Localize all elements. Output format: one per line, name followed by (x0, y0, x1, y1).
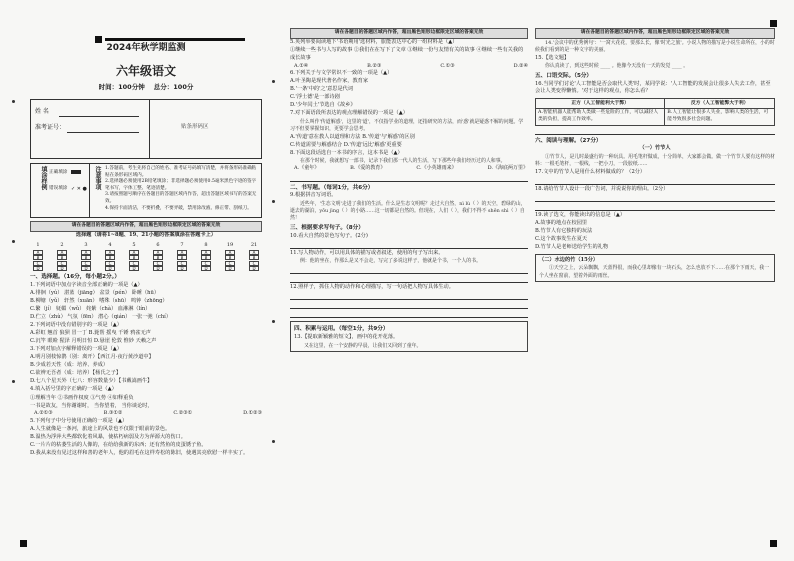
answer-bubble-grid (30, 242, 262, 272)
question-1: 1.下列词语中加点字读音全部正确的一项是（▲） (30, 282, 143, 289)
q11-example: 例：他的坐在，作那么是又不会走，写完了多说这样子，他就是个书，一个人的书。 (300, 258, 481, 265)
q5b-option: C.①③ (440, 62, 455, 69)
question-8: 8.下面这段话选自一本书的序言，这本书是（▲） (290, 149, 403, 156)
question-number: 4 (108, 241, 112, 248)
wrong-fill-sample: ✓ ✕ ● (71, 185, 87, 192)
q3-option: B.少成若天性（成：培养、养成） (30, 362, 109, 369)
question-2: 2.下列词语中没有错别字的一项是（▲） (30, 322, 122, 329)
answer-bubble[interactable]: B (105, 255, 115, 260)
column-2 (290, 28, 528, 551)
q1-option: A.徘徊（yú） 湛蓝（jiāng） 盆景（pén） 卧睡（hū） (30, 290, 160, 297)
answer-column (129, 242, 139, 272)
q6-option: B.'一条'中的'之'意思是代词 (290, 86, 354, 93)
answer-bubble[interactable]: C (225, 261, 235, 266)
question-number: 7 (180, 241, 184, 248)
answer-area-banner: 请在各题目的答题区域内作答，超出黑色矩形边框限定区域的答案无效 (30, 221, 262, 232)
answer-bubble[interactable]: D (225, 266, 235, 271)
answer-bubble[interactable]: D (105, 266, 115, 271)
q8-option: D.《海底两万里》 (487, 165, 528, 172)
question-5b: 5.英列举要阅读地下'书语期用'选材料，旅能表达中心的一组材料是（▲） (290, 39, 458, 46)
answer-bubble[interactable]: D (129, 266, 139, 271)
answer-column (105, 242, 115, 272)
q5b-option: A.①④ (294, 62, 309, 69)
notice-box (30, 163, 262, 218)
debate-table (535, 98, 775, 126)
notice-title: 注意事项 (94, 165, 101, 190)
q15-text: 你认真读了，到这些时候 ____ 。他像今天没有一天的发觉 ____ 。 (545, 63, 689, 70)
q5-option: B.温热为浮萍大些都软化着风暴，使枯朽病弱及方为萍源大的伤口。 (30, 433, 186, 440)
q1-option: B.柳塘（yǔ） 轩然（xuān） 嗜殊（shū） 鸣钟（zhōng） (30, 298, 168, 305)
section-6-title: 六、阅读与理解。（27分） (535, 137, 602, 144)
table-cell: A.智能机器人能帮助人类做一些危险的工作，可以减轻人类的负担，提高工作效率。 (536, 108, 665, 125)
q6-option: A.叶圣陶是现代著名作家，教育家 (290, 78, 369, 85)
question-17: 17.文中的竹节人是用什么材料做成的？（2分） (535, 168, 646, 175)
reading-2-passage: ①天空之上，云朵飘飘，天蓝得很，而我心里却像有一块石头，怎么也放不下……在那个下雨天，我一个人坐在窗前，望着外面的雨丝。 (539, 265, 770, 279)
id-field[interactable] (67, 132, 139, 133)
answer-bubble[interactable]: C (105, 261, 115, 266)
q8-option: C.《小英雄雨来》 (416, 165, 457, 172)
question-number: 1 (36, 241, 40, 248)
name-field[interactable] (59, 116, 139, 117)
answer-line[interactable] (290, 292, 528, 300)
column-3-banner: 请在各题目的答题区域内作答，超出黑色矩形边框限定区域的答案无效 (535, 28, 775, 39)
question-6: 6.下列关于与文学常识不一致的一项是（▲） (290, 70, 393, 77)
table-header: 正方（人工智能利大于弊） (536, 98, 665, 108)
q8-passage: 在那个时候，我就想写一部书，记录下我们那一代人的生活，写下那些年我们经历过的人和事。 (300, 158, 506, 165)
question-16: 16.当同学们讨论'人工智能是否会取代人类'时，某同学说：'人工智能的发展会让很多人失去工作，甚至会让人类变得懒惰。'对于这样的观点，你怎么看？ (535, 80, 771, 95)
answer-bubble[interactable]: D (33, 266, 43, 271)
exam-title: 2024年秋学期监测 (106, 43, 186, 53)
answer-bubble[interactable]: C (153, 261, 163, 266)
notice-items (105, 166, 258, 213)
question-number: 5 (132, 241, 136, 248)
q4-option: C.②③① (173, 410, 193, 417)
answer-bubble[interactable]: B (249, 255, 259, 260)
answer-bubble[interactable]: C (81, 261, 91, 266)
q3-option: C.欲辨无吾者（成：培养）【杨氏之子】 (30, 370, 122, 377)
question-number: 8 (204, 241, 208, 248)
answer-bubble[interactable]: D (249, 266, 259, 271)
answer-line[interactable] (535, 194, 775, 202)
question-number: 2 (60, 241, 64, 248)
reading-2-title: （二）水边的竹（15分） (539, 256, 599, 263)
subject-title: 六年级语文 (115, 64, 176, 79)
answer-bubble[interactable]: C (249, 261, 259, 266)
answer-bubble[interactable]: A (105, 250, 115, 255)
answer-bubble[interactable]: B (153, 255, 163, 260)
answer-bubble[interactable]: B (201, 255, 211, 260)
q2-option: A.彩虹 翘首 狼狈 冒一丁 B.毙帮 摇曳 千锤 鸦雀无声 (30, 330, 151, 337)
barcode-area-label: 贴条形码区 (181, 123, 209, 130)
column-2-banner: 请在各题目的答题区域内作答，超出黑色矩形边框限定区域的答案无效 (290, 28, 528, 39)
q4-fill: ①理解当年 ②书画作权度 ③气势 ④如释重负 (30, 394, 134, 401)
q19-option: B.竹节人有它独特的玩法 (535, 227, 593, 234)
notice-item: 1.答题前，考生先将自己的姓名、准考证号码填写清楚，并将条形码准确粘贴在条形码区域内。 (105, 165, 257, 178)
answer-bubble[interactable]: B (225, 255, 235, 260)
q2-option: C.沉竿 眼睑 猩泽 月明日恒 D.悬崖 伦敦 惟妙 天赖之声 (30, 338, 157, 345)
answer-bubble[interactable]: B (57, 255, 67, 260)
answer-line[interactable] (535, 177, 775, 185)
answer-line[interactable] (290, 310, 528, 318)
student-info-box (30, 99, 262, 159)
reading-1-passage: ①竹节人，是儿时最盛行的一种玩具。用毛笔杆做成，十分简单，大家都会做。做一个竹节人要有这样的材料：一根毛笔杆，一根线，一把小刀，一段胶纸…… (535, 153, 775, 168)
answer-bubble[interactable]: A (249, 250, 259, 255)
q4-options (30, 410, 262, 417)
answer-column (33, 242, 43, 272)
wrong-fill-label: 错误填涂 (49, 185, 68, 191)
table-cell: B.人工智能让很多人失业，影响人类的生活，可能导致很多社会问题。 (665, 108, 775, 125)
q7-option: A.'传道'意在教人以道理和方法 B.'传道'与'解惑'的区别 (290, 133, 415, 140)
answer-bubble[interactable]: C (57, 261, 67, 266)
question-18: 18.请给竹节人设计一段广告词，并说说你的理由。（2分） (535, 185, 669, 192)
q3-option: A.明月别枝惊鹊（别：离开）【西江月·夜行黄沙道中】 (30, 354, 154, 361)
q7-passage: 什么叫作'传道解惑'，这里的'道'，不仅指学业的道理，还指研究的方法，而'惑'就是疑惑不解的问题。学习不但要掌握知识，更要学会思考。 (290, 118, 524, 133)
q4-line: 一书是故友，当你谢谢时， 当你望着， 当你谈论时， (30, 402, 153, 409)
column-3 (535, 28, 775, 551)
q5-option: C.一片片的枯萎生活的人像的，在给给我新的东西；还有然鱼的皮蛋锈子鱼。 (30, 441, 207, 448)
answer-bubble[interactable]: D (201, 266, 211, 271)
q4-option: B.③①② (103, 410, 123, 417)
score-label: 总分：100分 (153, 83, 194, 92)
question-3: 3.下列对加点字解释错误的一项是（▲） (30, 346, 122, 353)
binding-gutter (8, 40, 20, 541)
answer-bubble[interactable]: B (177, 255, 187, 260)
answer-bubble[interactable]: B (129, 255, 139, 260)
q5b-list: ①继续一些书与人写的故事 ②我们在在写下了文章 ③继续一份与友情有关的故事 ④继续一些有关我的成长故事 (290, 47, 524, 62)
answer-column (57, 242, 67, 272)
question-4: 4.填入括号里的字正确的一项是（▲） (30, 386, 117, 393)
section-1-title: 一、选择题。（16分，每小题2分。） (30, 274, 120, 281)
question-number: 6 (156, 241, 160, 248)
answer-line[interactable] (290, 241, 528, 249)
notice-item: 3.请按照题号顺序在各题目的答题区域内作答，超出答题区域书写的答案无效。 (105, 192, 257, 205)
answer-bubble[interactable]: D (57, 266, 67, 271)
q5b-options (290, 63, 528, 70)
answer-bubble[interactable]: A (129, 250, 139, 255)
question-9: 9.根据拼音写词语。 (290, 192, 337, 199)
answer-line[interactable] (535, 127, 775, 135)
question-5: 5.下列句子中分号使用正确的一项是（▲） (30, 417, 128, 424)
id-label: 准考证号： (35, 123, 66, 131)
correct-fill-label: 正确填涂 (49, 169, 68, 175)
pinyin-passage: 近些年，'生态文明'走进了我们的生活。什么是生态文明呢？走过大自然，nì lù（ ）的天空，碧绿的山，逝去的湖泊，yōu jìng（ ）的小路……这一切都是自然的。但现在，人们（ ），我们不得不 shěn shì（ ）自然！ (290, 200, 526, 222)
answer-line[interactable] (535, 203, 775, 211)
section-4-box (290, 321, 528, 351)
binding-gutter (268, 40, 280, 541)
q19-option: C.这个故事发生在夏天 (535, 235, 588, 242)
answer-bubble[interactable]: A (33, 250, 43, 255)
q1-option: C.繁（jí） 妩媚（wǔ） 姹紫（chà） 血淋淋（lín） (30, 306, 151, 313)
q19-option: D.竹节人是老师送给学生的礼物 (535, 243, 609, 250)
question-19: 19.读了选文，你能读出的信息是（▲） (535, 211, 626, 218)
q8-option: B.《爱的教育》 (350, 165, 386, 172)
answer-bubble[interactable]: D (153, 266, 163, 271)
answer-bubble[interactable]: C (129, 261, 139, 266)
correct-fill-sample (71, 170, 81, 174)
answer-column (177, 242, 187, 272)
answer-column (249, 242, 259, 272)
answer-bubble[interactable]: D (81, 266, 91, 271)
answer-line[interactable] (290, 301, 528, 309)
answer-column (153, 242, 163, 272)
q8-options (290, 165, 528, 172)
reading-2-box (535, 254, 775, 281)
q1-option: D.伫立（zhù） 气氛（fēn） 潜心（qián） 一张一弛（chí） (30, 314, 172, 321)
notice-item: 2.选择题必须使用2B铅笔填涂；非选择题必须使用0.5毫米黑色字迹的签字笔书写，字体工整、笔迹清楚。 (105, 179, 257, 191)
answer-bubble[interactable]: B (33, 255, 43, 260)
table-header: 反方（人工智能弊大于利） (665, 98, 775, 108)
q19-option: A.故事的地点在校园里 (535, 219, 588, 226)
section-2-title: 二、书写题。（每词1分，共6分） (290, 184, 374, 191)
q4-option: A.②①③ (34, 410, 53, 417)
q5b-option: D.②④ (513, 62, 528, 69)
fill-sample-label: 填涂样例 (40, 165, 47, 190)
question-15: 15.【选文题】 (535, 54, 570, 61)
answer-bubble[interactable]: B (81, 255, 91, 260)
q6-option: D.'少年闰土'节选自《故乡》 (290, 102, 356, 109)
mc-label: 选择题（请将1~8题、19、21小题的答案填涂在答题卡上） (75, 232, 217, 239)
reading-1-title: （一）竹节人 (639, 145, 671, 152)
answer-column (201, 242, 211, 272)
section-3-title: 三、根据要求写句子。（8分） (290, 225, 364, 232)
answer-bubble[interactable]: A (57, 250, 67, 255)
answer-bubble[interactable]: A (153, 250, 163, 255)
question-13: 13.【提取新颖雅的短文】，画中的花开花落。 (294, 334, 399, 341)
table-row (536, 108, 775, 125)
alignment-mark (770, 20, 777, 27)
answer-line[interactable] (290, 266, 528, 274)
q8-option: A.《童年》 (294, 165, 320, 172)
answer-line[interactable] (290, 174, 528, 182)
section-4-title: 四、积累与运用。（每空1分，共9分） (294, 326, 389, 333)
q5-option: D.我从来没有见过这样和善的老年人，他的眉毛在这样寿松的陈旧，使遇其亮欣慰一样丰实了。 (30, 449, 249, 456)
answer-bubble[interactable]: C (177, 261, 187, 266)
question-12: 12.照样子，抓住人物的动作和心理描写，写一句话把人物写具体生动。 (290, 283, 454, 290)
answer-bubble[interactable]: C (201, 261, 211, 266)
answer-bubble[interactable]: A (81, 250, 91, 255)
question-number: 21 (250, 241, 258, 248)
answer-bubble[interactable]: A (225, 250, 235, 255)
q4-option: D.①②③ (243, 410, 262, 417)
name-label: 姓 名 (35, 107, 49, 115)
q5-option: A.人生就像是一条河，旅途上的风景也不仅限于眼前的景色。 (30, 425, 171, 432)
answer-bubble[interactable]: A (177, 250, 187, 255)
answer-column (81, 242, 91, 272)
section-5-title: 五、口语交际。（5分） (535, 73, 593, 80)
question-7: 7.对下面语段所表达的观点理解错误的一项是（▲） (290, 110, 408, 117)
question-number: 3 (84, 241, 88, 248)
q3-option: D.七八个星天外（七八：形容数量少）【书戴嵩画牛】 (30, 378, 153, 385)
notice-item: 4.保持卡面清洁，不要折叠，不要弄破，禁用涂改液、修正带、刮纸刀。 (105, 205, 252, 211)
answer-bubble[interactable]: A (201, 250, 211, 255)
q7-option: C.传道需要与解惑结合 D.'传道'远比'解惑'更重要 (290, 141, 402, 148)
answer-column (225, 242, 235, 272)
q14-text: 14.'会议中的优秀例句'：'一窝大花花，要那么长，像'时光之旅'。小说人物的描写是小说生命所在，小的时候我们看到的是一种文字的美丽。 (535, 39, 775, 54)
q13-text: 又在这里，在一个安静的早晨，让我们又回到了童年。 (304, 342, 422, 349)
answer-bubble[interactable]: C (33, 261, 43, 266)
column-1 (30, 28, 262, 551)
question-10: 10.看大自然的景色写句子。(2分) (290, 232, 368, 239)
q6-option: C.'浮士德'是一部诗剧 (290, 94, 340, 101)
exam-meta (30, 83, 262, 92)
answer-bubble[interactable]: D (177, 266, 187, 271)
alignment-mark (20, 540, 27, 547)
question-11: 11.写人物动作，可以用具体的描写或者叙述，使用的句子写出来。 (290, 249, 444, 256)
q5b-option: B.②③ (367, 62, 382, 69)
question-number: 19 (226, 241, 234, 248)
answer-line[interactable] (290, 275, 528, 283)
time-label: 时间：100分钟 (98, 83, 145, 92)
